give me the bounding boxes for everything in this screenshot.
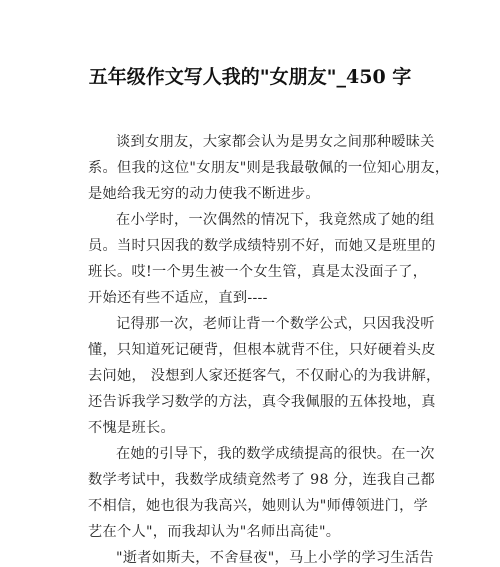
- paragraph-line: 记得那一次，老师让背一个数学公式，只因我没听: [116, 316, 435, 332]
- paragraph-line: 谈到女朋友，大家都会认为是男女之间那种暧昧关: [116, 134, 435, 150]
- paragraph-line: 员。当时只因我的数学成绩特别不好，而她又是班里的: [88, 238, 436, 254]
- paragraph-line: 不愧是班长。: [88, 420, 175, 436]
- paragraph-line: "逝者如斯夫，不舍昼夜"，马上小学的学习生活告: [116, 550, 434, 566]
- paragraph-line: 还告诉我学习数学的方法，真令我佩服的五体投地，真: [88, 394, 436, 410]
- paragraph-line: 艺在个人"，而我却认为"名师出高徒"。: [88, 524, 341, 540]
- document-title: 五年级作文写人我的"女朋友"_450 字: [88, 66, 412, 88]
- paragraph-line: 是她给我无穷的动力使我不断进步。: [88, 186, 320, 202]
- paragraph-line: 在小学时，一次偶然的情况下，我竟然成了她的组: [116, 212, 435, 228]
- paragraph-line: 班长。哎!一个男生被一个女生管，真是太没面子了，: [88, 264, 428, 280]
- paragraph-line: 去问她， 没想到人家还挺客气，不仅耐心的为我讲解，: [88, 368, 441, 384]
- paragraph-line: 开始还有些不适应，直到----: [88, 290, 268, 306]
- paragraph-line: 系。但我的这位"女朋友"则是我最敬佩的一位知心朋友，: [88, 160, 450, 176]
- paragraph-line: 在她的引导下，我的数学成绩提高的很快。在一次: [116, 446, 435, 462]
- paragraph-line: 不相信，她也很为我高兴，她则认为"师傅领进门，学: [88, 498, 429, 514]
- paragraph-line: 懂，只知道死记硬背，但根本就背不住，只好硬着头皮: [88, 342, 436, 358]
- paragraph-line: 数学考试中，我数学成绩竟然考了 98 分，连我自己都: [88, 472, 435, 488]
